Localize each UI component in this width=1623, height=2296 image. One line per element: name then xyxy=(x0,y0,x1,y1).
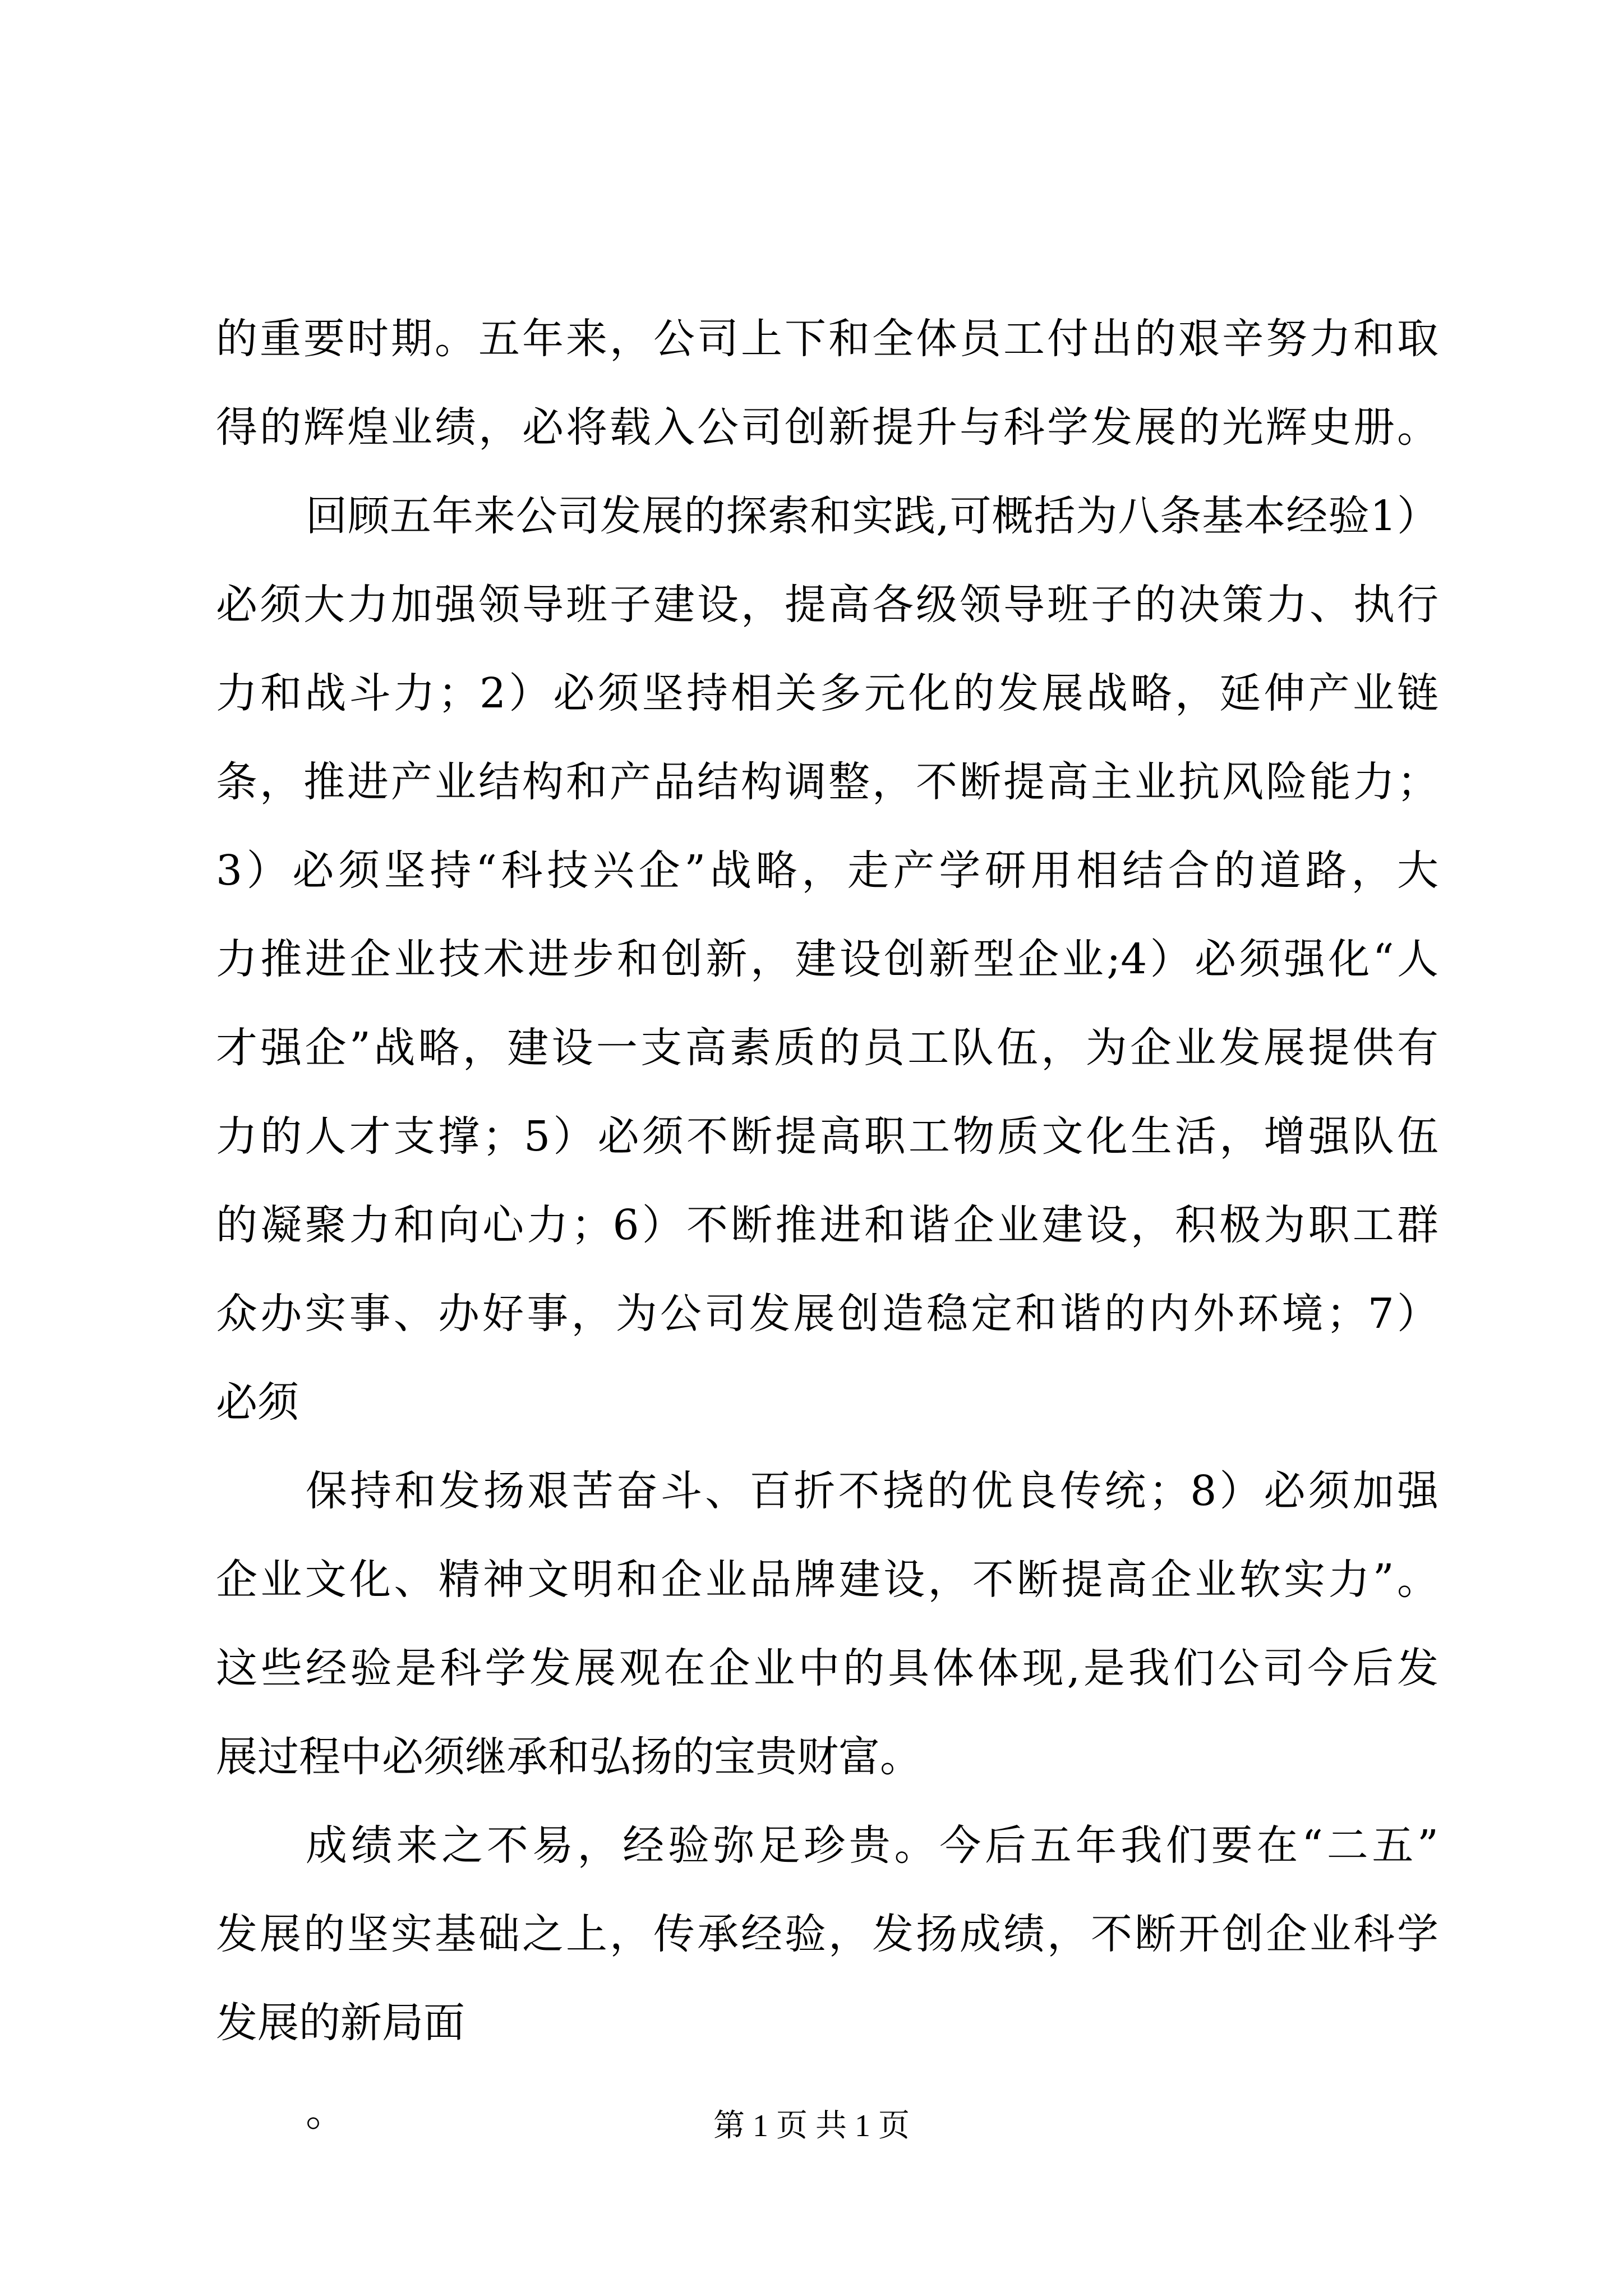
text-line: 这些经验是科学发展观在企业中的具体体现,是我们公司今后发 xyxy=(216,1644,1438,1692)
text-line: 展过程中必须继承和弘扬的宝贵财富。 xyxy=(216,1733,921,1781)
text-line: 保持和发扬艰苦奋斗、百折不挠的优良传统；8）必须加强 xyxy=(306,1467,1438,1515)
text-line: 成绩来之不易，经验弥足珍贵。今后五年我们要在“二五” xyxy=(306,1821,1438,1870)
text-line: 众办实事、办好事，为公司发展创造稳定和谐的内外环境；7） xyxy=(216,1290,1438,1338)
text-line: 的重要时期。五年来，公司上下和全体员工付出的艰辛努力和取 xyxy=(216,315,1438,363)
body-text xyxy=(216,295,1438,2156)
text-line: 企业文化、精神文明和企业品牌建设，不断提高企业软实力”。 xyxy=(216,1556,1438,1604)
text-line: 力推进企业技术进步和创新，建设创新型企业;4）必须强化“人 xyxy=(216,935,1438,983)
text-line: 3）必须坚持“科技兴企”战略，走产学研用相结合的道路，大 xyxy=(216,846,1438,895)
text-line: 发展的新局面 xyxy=(216,1999,465,2047)
text-line: 的凝聚力和向心力；6）不断推进和谐企业建设，积极为职工群 xyxy=(216,1201,1438,1249)
text-line: 发展的坚实基础之上，传承经验，发扬成绩，不断开创企业科学 xyxy=(216,1910,1438,1958)
text-line: 回顾五年来公司发展的探索和实践,可概括为八条基本经验1） xyxy=(306,492,1438,540)
text-line: 才强企”战略，建设一支高素质的员工队伍，为企业发展提供有 xyxy=(216,1024,1438,1072)
text-line: 条，推进产业结构和产品结构调整，不断提高主业抗风险能力； xyxy=(216,758,1438,806)
text-line: 。 xyxy=(306,2087,347,2136)
text-line: 力和战斗力；2）必须坚持相关多元化的发展战略，延伸产业链 xyxy=(216,669,1438,717)
text-line: 必须 xyxy=(216,1378,299,1427)
page-footer: 第 1 页 共 1 页 xyxy=(713,2109,910,2143)
text-line: 得的辉煌业绩，必将载入公司创新提升与科学发展的光辉史册。 xyxy=(216,403,1438,452)
text-line: 必须大力加强领导班子建设，提高各级领导班子的决策力、执行 xyxy=(216,581,1438,629)
text-line: 力的人才支撑；5）必须不断提高职工物质文化生活，增强队伍 xyxy=(216,1112,1438,1161)
